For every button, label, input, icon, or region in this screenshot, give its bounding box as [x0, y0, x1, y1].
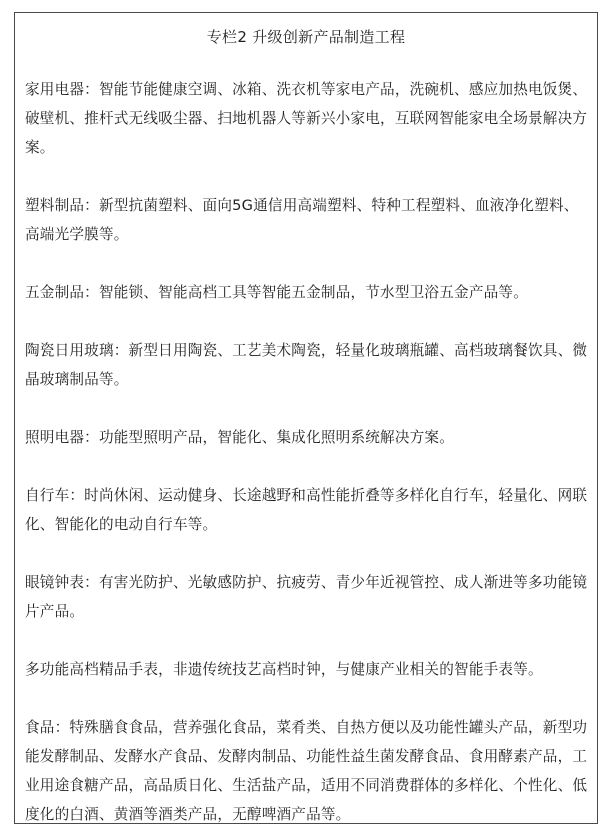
paragraph-watches: 多功能高档精品手表，非遗传统技艺高档时钟，与健康产业相关的智能手表等。 [25, 661, 543, 678]
column-title: 专栏2 升级创新产品制造工程 [206, 28, 406, 46]
column-content [25, 75, 589, 829]
paragraph-lighting: 照明电器：功能型照明产品，智能化、集成化照明系统解决方案。 [25, 429, 455, 446]
paragraph-ceramics-glass: 陶瓷日用玻璃：新型日用陶瓷、工艺美术陶瓷，轻量化玻璃瓶罐、高档玻璃餐饮具、微晶玻璃制品等。 [25, 342, 588, 388]
paragraph-food: 食品：特殊膳食食品，营养强化食品，菜肴类、自热方便以及功能性罐头产品，新型功能发酵制品、发酵水产食品、发酵肉制品、功能性益生菌发酵食品、食用酵素产品，工业用途食糖产品，高品质日化、生活盐产品，适用不同消费群体的多样化、个性化、低度化的白酒、黄酒等酒类产品，无醇啤酒产品等。 [25, 719, 588, 823]
paragraph-home-appliances: 家用电器：智能节能健康空调、冰箱、洗衣机等家电产品，洗碗机、感应加热电饭煲、破壁机、推杆式无线吸尘器、扫地机器人等新兴小家电，互联网智能家电全场景解决方案。 [25, 81, 588, 156]
paragraph-eyewear: 眼镜钟表：有害光防护、光敏感防护、抗疲劳、青少年近视管控、成人渐进等多功能镜片产品。 [25, 574, 588, 620]
paragraph-bicycles: 自行车：时尚休闲、运动健身、长途越野和高性能折叠等多样化自行车，轻量化、网联化、智能化的电动自行车等。 [25, 487, 588, 533]
paragraph-hardware: 五金制品：智能锁、智能高档工具等智能五金制品，节水型卫浴五金产品等。 [25, 284, 528, 301]
paragraph-plastics: 塑料制品：新型抗菌塑料、面向5G通信用高端塑料、特种工程塑料、血液净化塑料、高端光学膜等。 [25, 197, 579, 243]
column-box [14, 12, 598, 824]
